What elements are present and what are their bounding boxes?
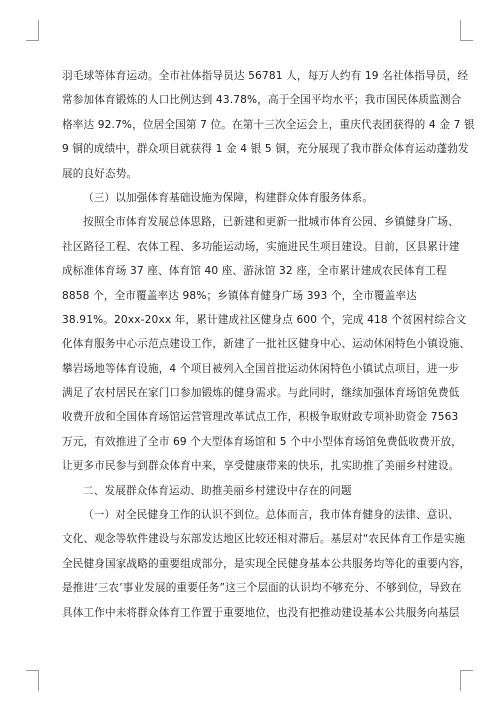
text-line: 全民健身国家战略的重要组成部分，是实现全民健身基本公共服务均等化的重要内容， xyxy=(62,557,471,570)
text-line: 万元，有效推进了全市 69 个大型体育场馆和 5 个中小型体育场馆免费低收费开放， xyxy=(62,435,463,448)
text-line: 具体工作中未将群众体育工作置于重要地位，也没有把推动建设基本公共服务向基层 xyxy=(62,606,460,619)
text-line: 文化、观念等软件建设与东部发达地区比较还相对滞后。基层对“农民体育工作是实施 xyxy=(62,533,466,546)
text-line: 9 铜的成绩中，群众项目就获得 1 金 4 银 5 铜，充分展现了我市群众体育运动蓬勃发 xyxy=(62,143,469,156)
document-body xyxy=(62,64,475,625)
text-line: 是推进‘三农’事业发展的重要任务”这三个层面的认识均不够充分、不够到位，导致在 xyxy=(62,582,462,595)
text-line: 8858 个，全市覆盖率达 98%；乡镇体育健身广场 393 个，全市覆盖率达 xyxy=(62,289,417,302)
text-line: 攀岩场地等体育设施，4 个项目被列入全国首批运动休闲特色小镇试点项目，进一步 xyxy=(62,362,460,375)
crop-mark-bottom-left xyxy=(26,670,39,691)
text-line: 让更多市民参与到群众体育中来，享受健康带来的快乐，扎实助推了美丽乡村建设。 xyxy=(62,460,460,473)
text-line: （三）以加强体育基础设施为保障，构建群众体育服务体系。 xyxy=(83,191,374,204)
crop-mark-bottom-right xyxy=(460,670,473,691)
text-line: 常参加体育锻炼的人口比例达到 43.78%，高于全国平均水平；我市国民体质监测合 xyxy=(62,94,462,107)
text-line: 收费开放和全国体育场馆运营管理改革试点工作，积极争取财政专项补助资金 7563 xyxy=(62,411,459,424)
text-line: 满足了农村居民在家门口参加锻炼的健身需求。与此同时，继续加强体育场馆免费低 xyxy=(62,387,460,400)
crop-mark-top-left xyxy=(26,20,39,41)
text-line: 展的良好态势。 xyxy=(62,167,138,180)
text-line: 成标准体育场 37 座、体育馆 40 座、游泳馆 32 座，全市累计建成农民体育工程 xyxy=(62,265,447,278)
text-line: 社区路径工程、农体工程、多功能运动场，实施进民生项目建设。目前，区县累计建 xyxy=(62,240,460,253)
crop-mark-top-right xyxy=(460,20,473,41)
text-line: 化体育服务中心示范点建设工作，新建了一批社区健身中心、运动休闲特色小镇设施、 xyxy=(62,338,471,351)
text-line: 38.91%。20xx-20xx 年，累计建成社区健身点 600 个，完成 418 个贫困村综合文 xyxy=(62,313,467,326)
text-line: 羽毛球等体育运动。全市社体指导员达 56781 人，每万人约有 19 名社体指导员，经 xyxy=(62,70,469,82)
text-line: 按照全市体育发展总体思路，已新建和更新一批城市体育公园、乡镇健身广场、 xyxy=(83,216,460,229)
text-line: （一）对全民健身工作的认识不到位。总体而言，我市体育健身的法律、意识、 xyxy=(83,509,460,522)
text-line: 格率达 92.7%，位居全国第 7 位。在第十三次全运会上，重庆代表团获得的 4 金 7 银 xyxy=(62,118,475,131)
text-line: 二、发展群众体育运动、助推美丽乡村建设中存在的问题 xyxy=(83,484,352,497)
